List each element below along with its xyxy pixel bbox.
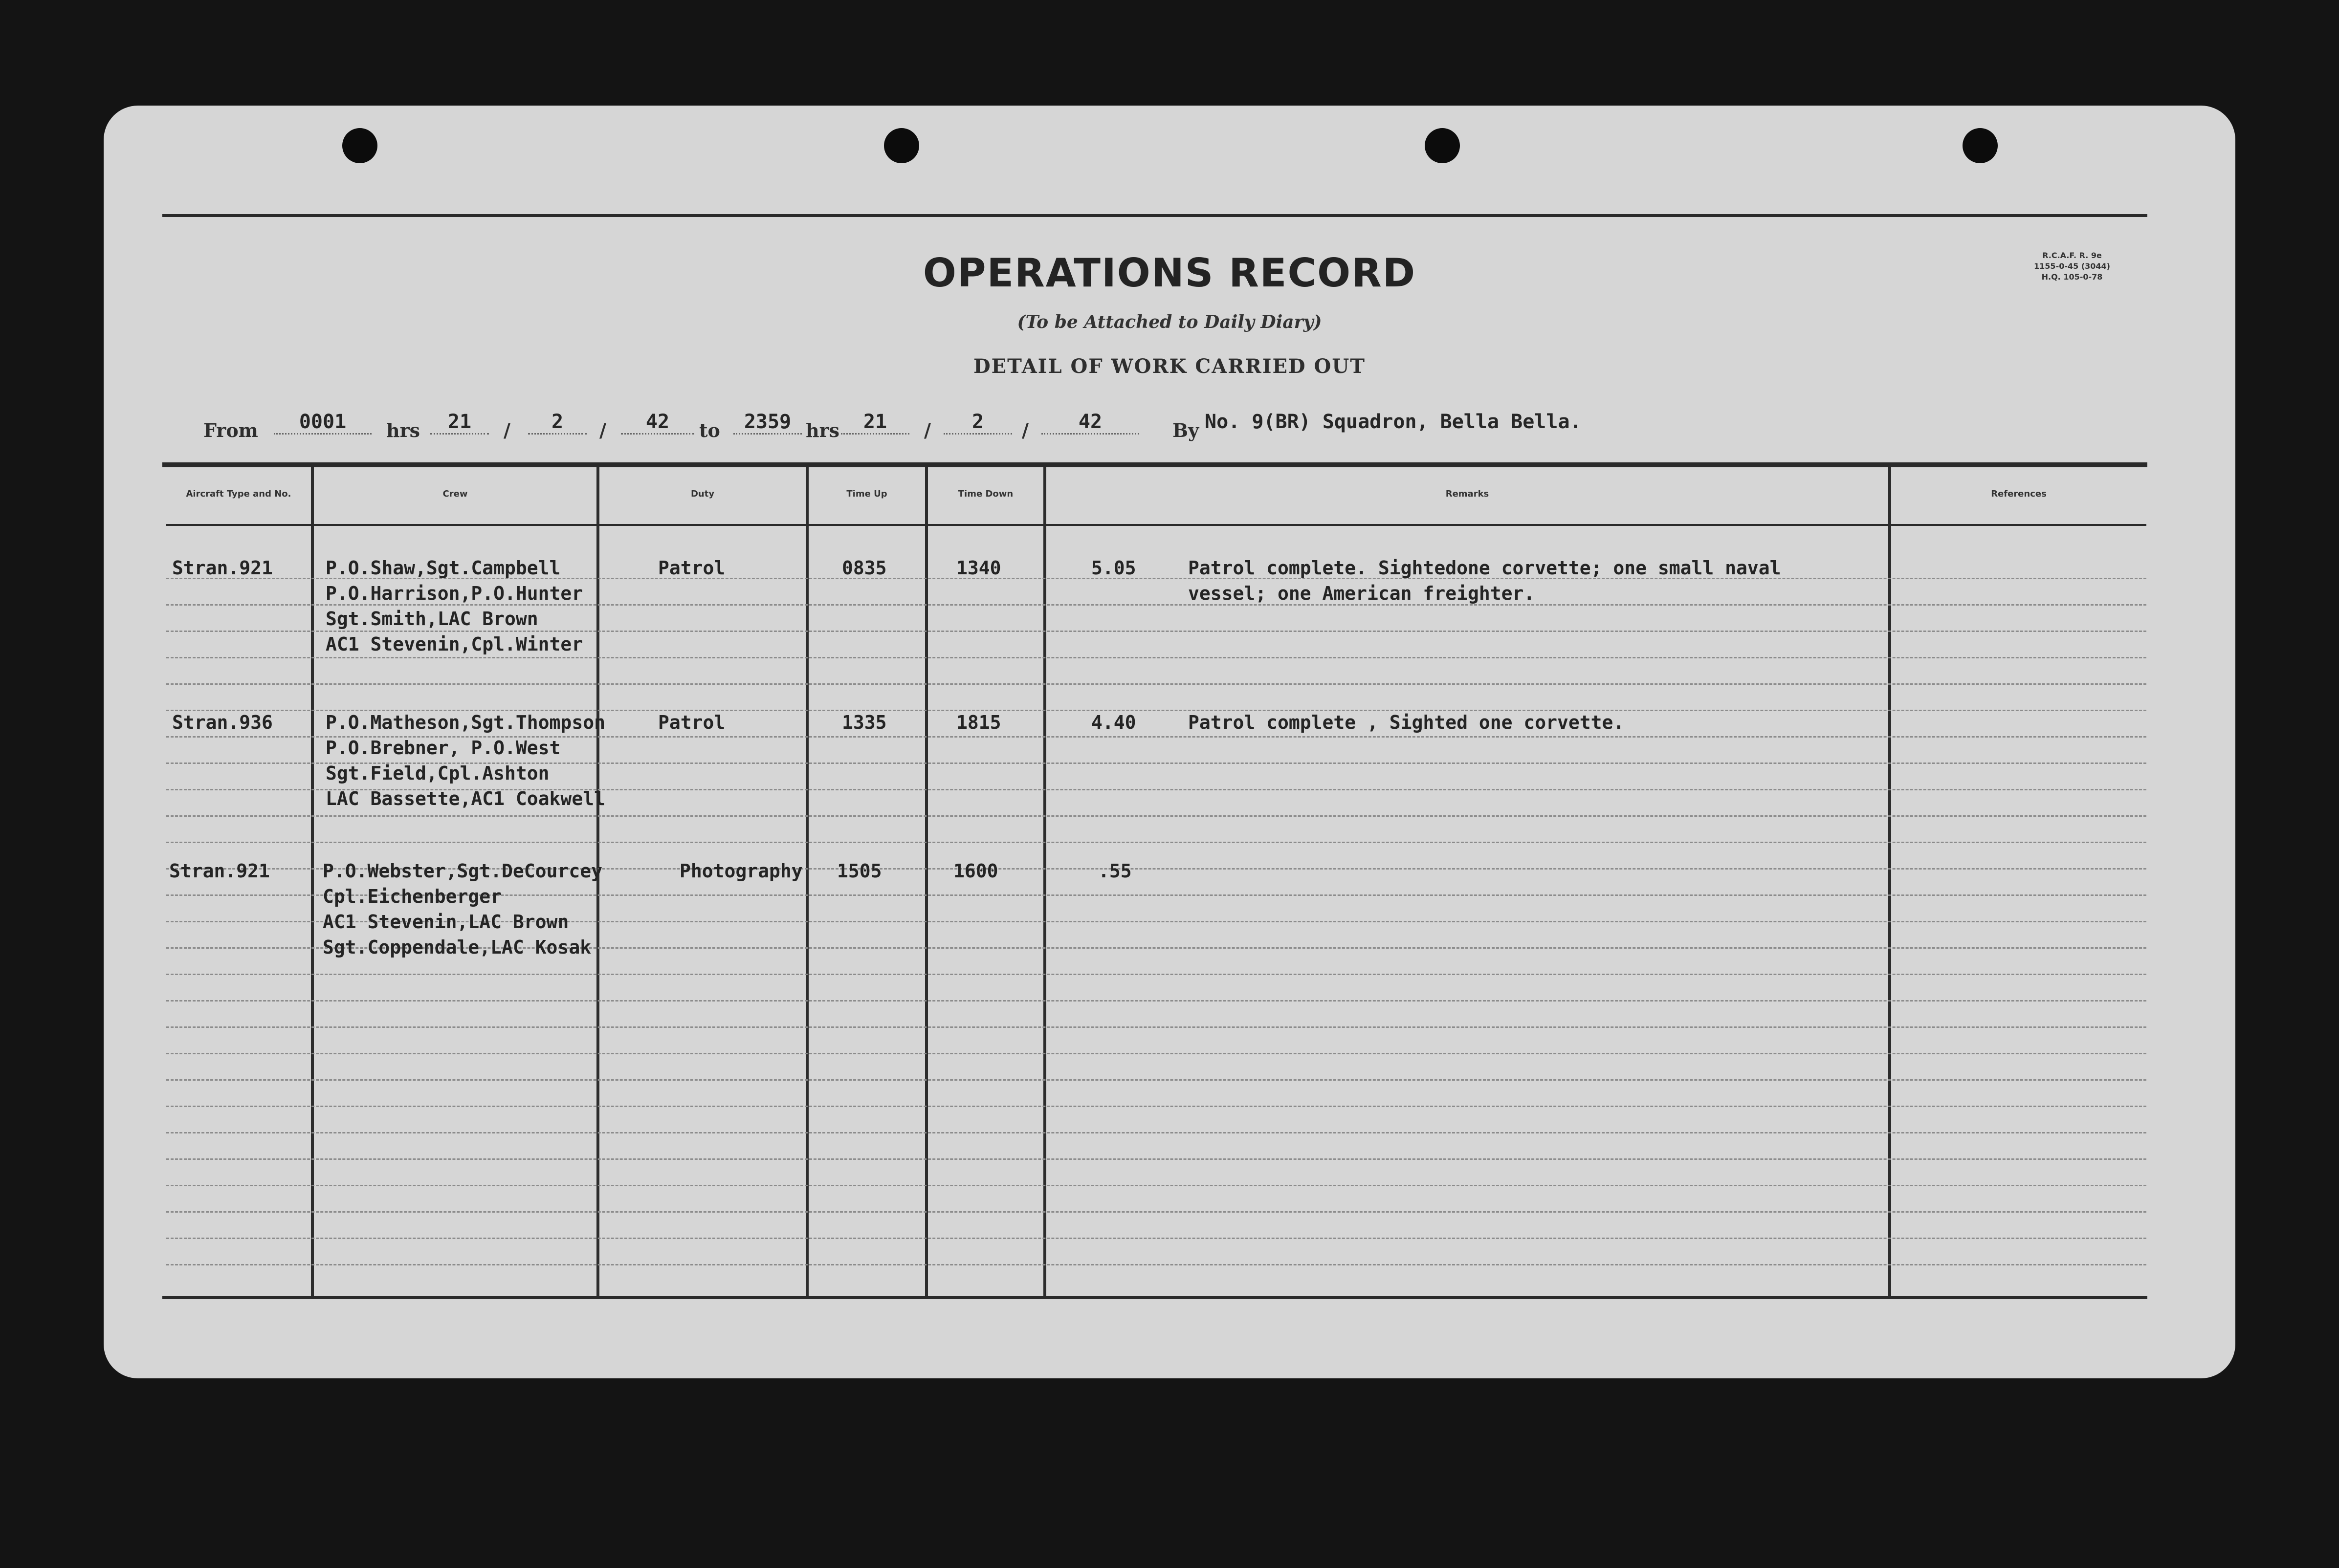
ruled-line [166, 1264, 2146, 1265]
by-label: By [1172, 419, 1199, 441]
from-time: 0001 [274, 411, 372, 435]
slash: / [924, 419, 931, 441]
ruled-line [166, 1026, 2146, 1028]
ruled-line [166, 1185, 2146, 1186]
duty-cell: Patrol [658, 712, 726, 733]
crew-line: Sgt.Smith,LAC Brown [326, 608, 538, 630]
ruled-line [166, 1238, 2146, 1239]
remarks-cell [1188, 710, 1624, 735]
ruled-line [166, 1000, 2146, 1002]
time-up-cell: 0835 [842, 557, 887, 579]
table-bottom-rule [162, 1296, 2147, 1299]
table-top-rule [162, 462, 2147, 467]
crew-line: Cpl.Eichenberger [323, 886, 502, 907]
remarks-line: vessel; one American freighter. [1188, 583, 1535, 604]
duration-cell: 5.05 [1091, 557, 1136, 579]
to-year: 42 [1041, 411, 1139, 435]
crew-line: Sgt.Coppendale,LAC Kosak [323, 936, 592, 958]
crew-cell [326, 710, 605, 811]
from-day: 21 [430, 411, 489, 435]
time-down-cell: 1340 [956, 557, 1001, 579]
crew-cell [323, 858, 602, 960]
remarks-line: Patrol complete , Sighted one corvette. [1188, 712, 1625, 733]
header-duty: Duty [690, 489, 715, 499]
duty-cell: Photography [680, 860, 803, 882]
crew-cell [326, 555, 583, 657]
column-divider [806, 467, 809, 1296]
punch-hole [342, 128, 377, 163]
crew-line: P.O.Shaw,Sgt.Campbell [326, 557, 561, 579]
crew-line: LAC Bassette,AC1 Coakwell [326, 788, 605, 809]
remarks-cell [1188, 555, 1781, 606]
header-remarks: Remarks [1445, 489, 1489, 499]
hrs-label: hrs [386, 419, 420, 441]
to-label: to [699, 419, 720, 441]
header-time-up: Time Up [846, 489, 887, 499]
hrs-label: hrs [806, 419, 840, 441]
form-ref-line: 1155-0-45 (3044) [2034, 261, 2110, 271]
crew-line: P.O.Matheson,Sgt.Thompson [326, 712, 605, 733]
from-month: 2 [528, 411, 587, 435]
ruled-line [166, 1106, 2146, 1107]
ruled-line [166, 842, 2146, 843]
header-crew: Crew [442, 489, 468, 499]
ruled-line [166, 683, 2146, 685]
time-down-cell: 1815 [956, 712, 1001, 733]
to-month: 2 [944, 411, 1012, 435]
form-subtitle: (To be Attached to Daily Diary) [1017, 312, 1322, 332]
ruled-line [166, 1211, 2146, 1213]
form-ref-line: H.Q. 105-0-78 [2041, 272, 2103, 282]
time-down-cell: 1600 [953, 860, 998, 882]
crew-line: P.O.Webster,Sgt.DeCourcey [323, 860, 602, 882]
remarks-line: Patrol complete. Sightedone corvette; one small naval [1188, 557, 1781, 579]
crew-line: P.O.Brebner, P.O.West [326, 737, 561, 759]
punch-hole [1963, 128, 1998, 163]
aircraft-cell: Stran.921 [169, 860, 270, 882]
form-detail-heading: DETAIL OF WORK CARRIED OUT [973, 355, 1366, 378]
form-ref-line: R.C.A.F. R. 9e [2042, 251, 2102, 260]
time-up-cell: 1335 [842, 712, 887, 733]
crew-line: AC1 Stevenin,Cpl.Winter [326, 633, 583, 655]
form-reference [2018, 250, 2126, 283]
ruled-line [166, 1132, 2146, 1133]
duration-cell: 4.40 [1091, 712, 1136, 733]
from-label: From [203, 419, 258, 441]
crew-line: P.O.Harrison,P.O.Hunter [326, 583, 583, 604]
ruled-line [166, 657, 2146, 658]
header-rule [166, 524, 2146, 526]
punch-hole [1425, 128, 1460, 163]
ruled-line [166, 1079, 2146, 1081]
crew-line: AC1 Stevenin,LAC Brown [323, 911, 569, 933]
ruled-line [166, 815, 2146, 817]
squadron-value: No. 9(BR) Squadron, Bella Bella. [1205, 411, 1582, 433]
aircraft-cell: Stran.936 [172, 712, 273, 733]
to-day: 21 [841, 411, 909, 435]
crew-line: Sgt.Field,Cpl.Ashton [326, 762, 550, 784]
duty-cell: Patrol [658, 557, 726, 579]
from-year: 42 [621, 411, 694, 435]
column-divider [1888, 467, 1891, 1296]
punch-hole [884, 128, 919, 163]
slash: / [1022, 419, 1029, 441]
header-references: References [1991, 489, 2047, 499]
form-title: OPERATIONS RECORD [923, 250, 1416, 296]
to-time: 2359 [733, 411, 802, 435]
ruled-line [166, 1053, 2146, 1054]
header-aircraft: Aircraft Type and No. [186, 489, 291, 499]
column-divider [925, 467, 928, 1296]
column-divider [1043, 467, 1046, 1296]
ruled-line [166, 1158, 2146, 1160]
column-divider [311, 467, 314, 1296]
aircraft-cell: Stran.921 [172, 557, 273, 579]
time-up-cell: 1505 [837, 860, 882, 882]
header-time-down: Time Down [958, 489, 1014, 499]
slash: / [599, 419, 606, 441]
slash: / [504, 419, 510, 441]
ruled-line [166, 974, 2146, 975]
top-rule [162, 214, 2147, 217]
duration-cell: .55 [1098, 860, 1132, 882]
